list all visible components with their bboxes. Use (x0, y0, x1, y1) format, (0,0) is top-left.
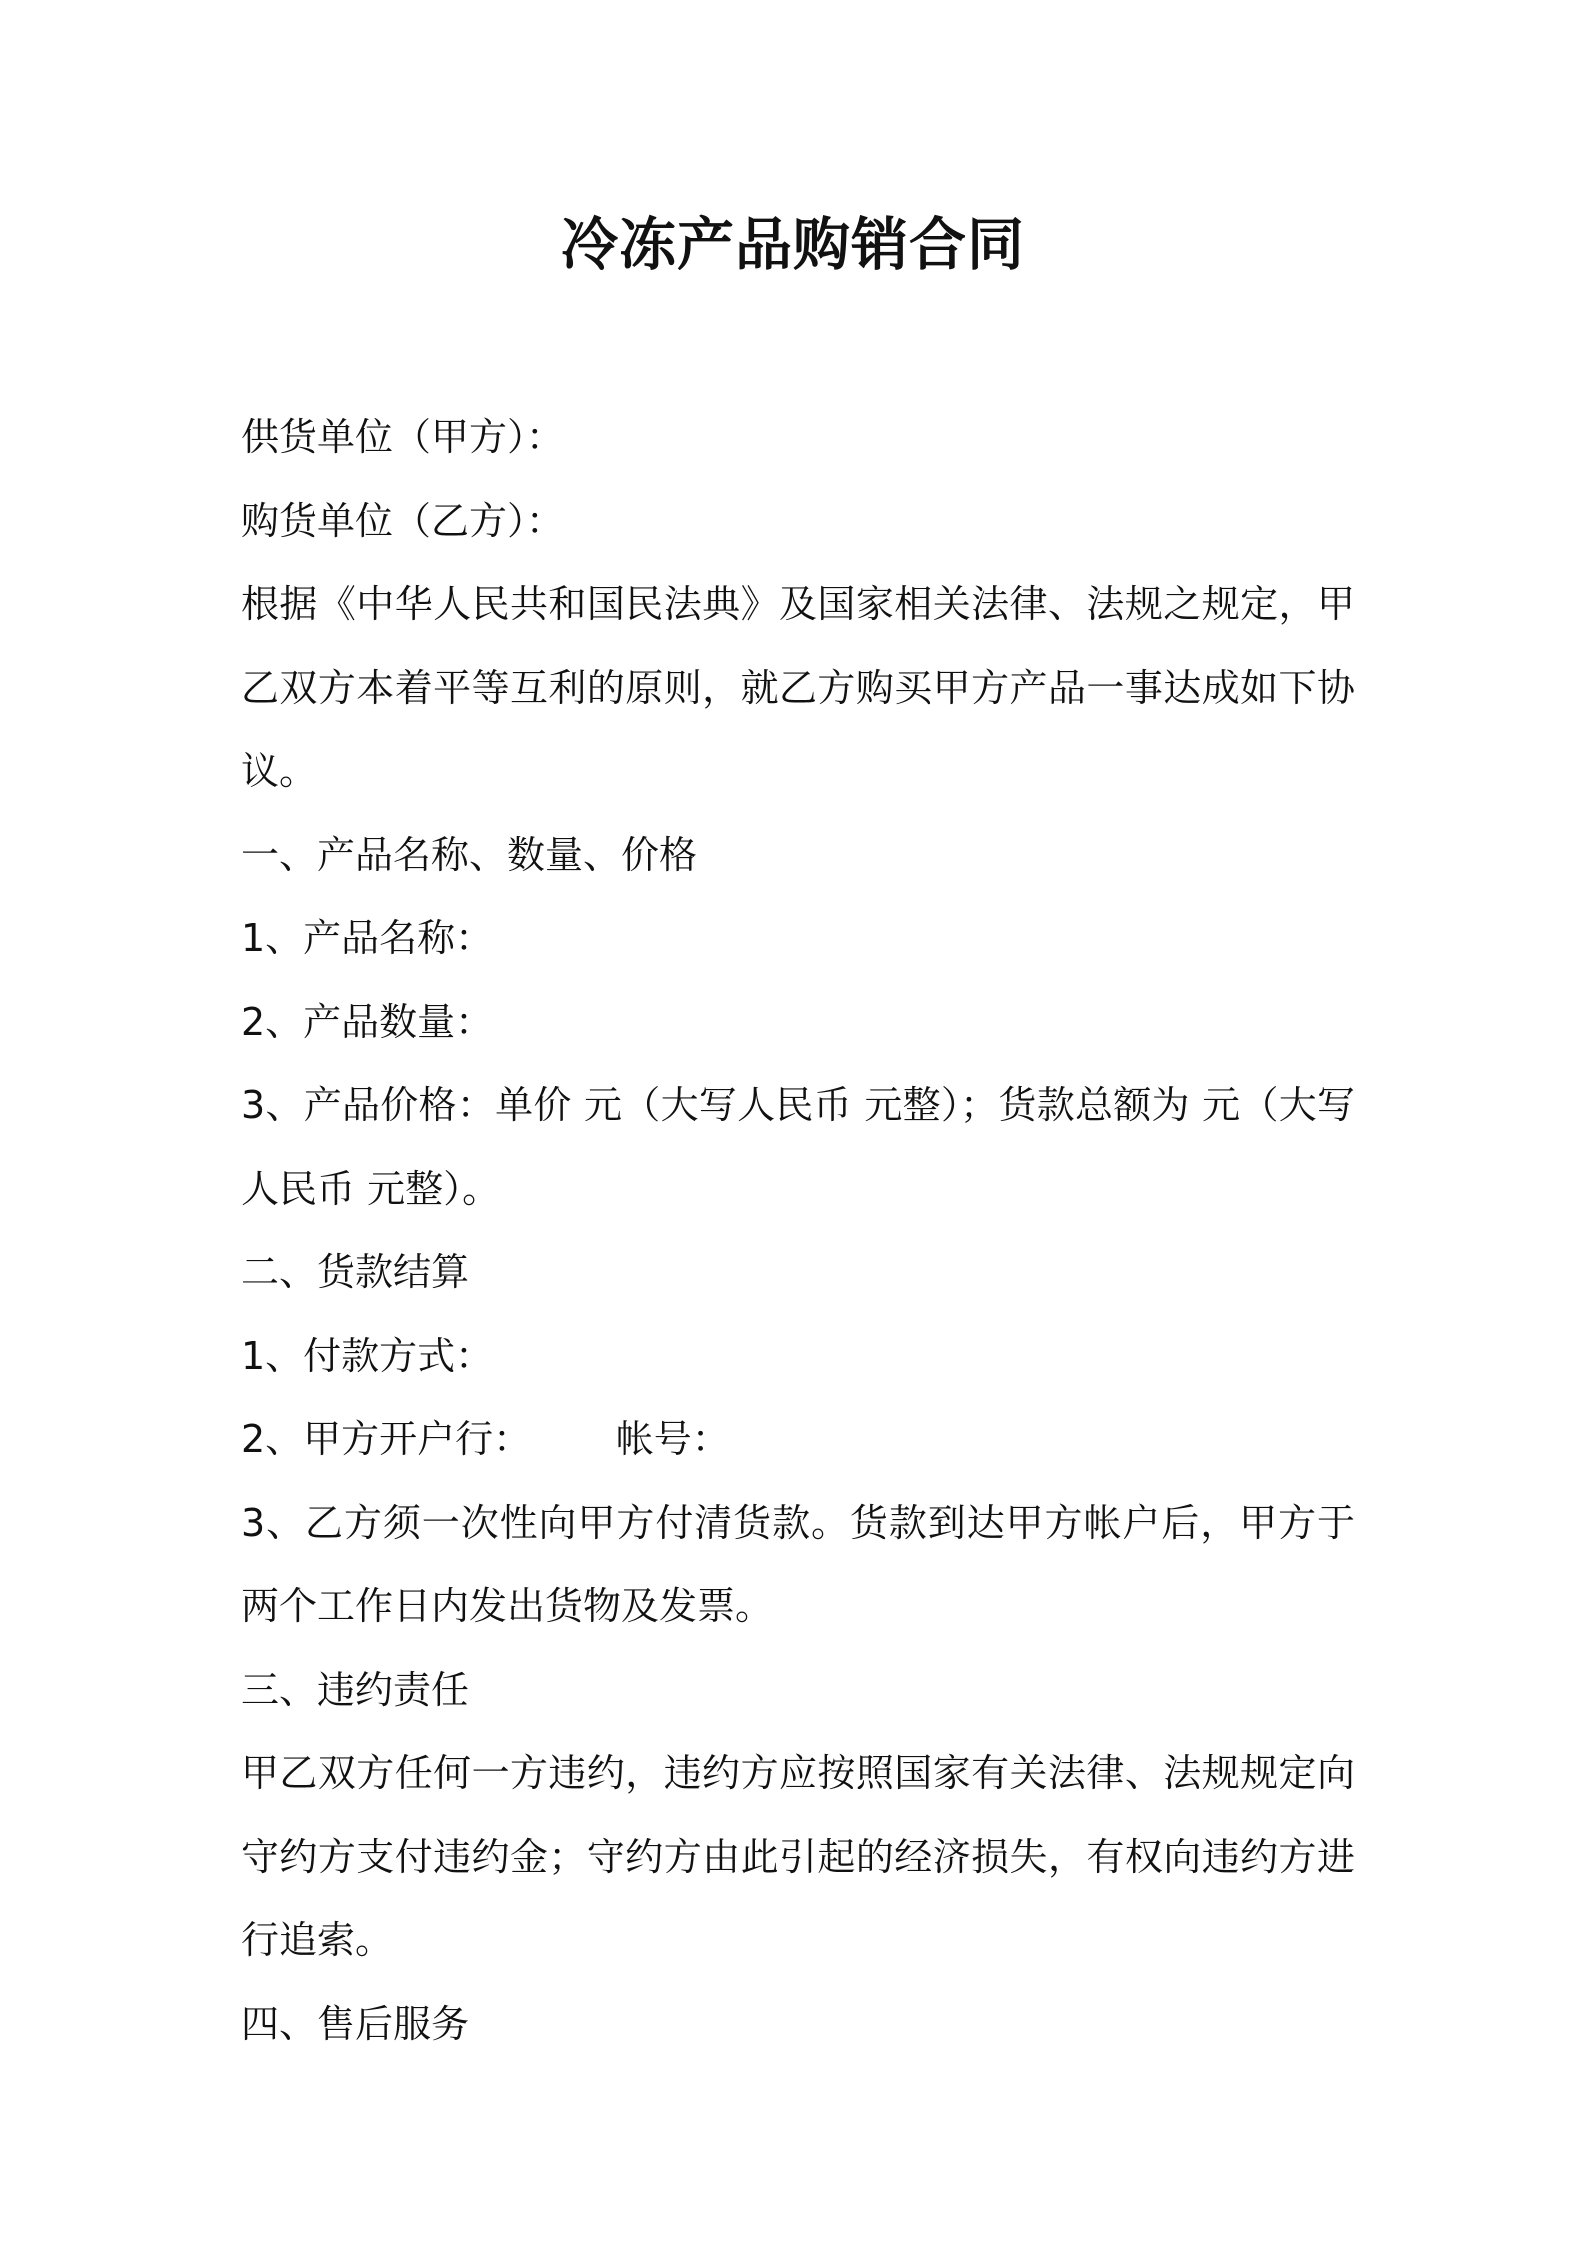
liability-paragraph: 甲乙双方任何一方违约，违约方应按照国家有关法律、法规规定向守约方支付违约金；守约方由此引起的经济损失，有权向违约方进行追索。 (241, 1751, 1355, 1962)
document-title: 冷冻产品购销合同 (561, 212, 1025, 278)
supplier-line: 供货单位（甲方）： (241, 415, 565, 459)
preamble-paragraph: 根据《中华人民共和国民法典》及国家相关法律、法规之规定，甲乙双方本着平等互利的原则，就乙方购买甲方产品一事达成如下协议。 (241, 582, 1355, 793)
section-heading-after-sales: 四、售后服务 (241, 2001, 470, 2046)
product-price-paragraph: 3、产品价格：单价 元（大写人民币 元整）；货款总额为 元（大写人民币 元整）。 (241, 1083, 1355, 1211)
payment-terms-paragraph: 3、乙方须一次性向甲方付清货款。货款到达甲方帐户后，甲方于两个工作日内发出货物及发票。 (241, 1500, 1355, 1628)
section-heading-settlement: 二、货款结算 (241, 1250, 470, 1294)
product-name-line: 1、产品名称： (241, 916, 494, 960)
payment-method-line: 1、付款方式： (241, 1333, 494, 1378)
product-quantity-line: 2、产品数量： (241, 999, 494, 1044)
section-heading-liability: 三、违约责任 (241, 1667, 470, 1712)
buyer-line: 购货单位（乙方）： (241, 498, 565, 543)
section-heading-products: 一、产品名称、数量、价格 (241, 832, 698, 877)
bank-account-line: 2、甲方开户行： 帐号： (241, 1417, 730, 1461)
document-body (241, 396, 1355, 2066)
